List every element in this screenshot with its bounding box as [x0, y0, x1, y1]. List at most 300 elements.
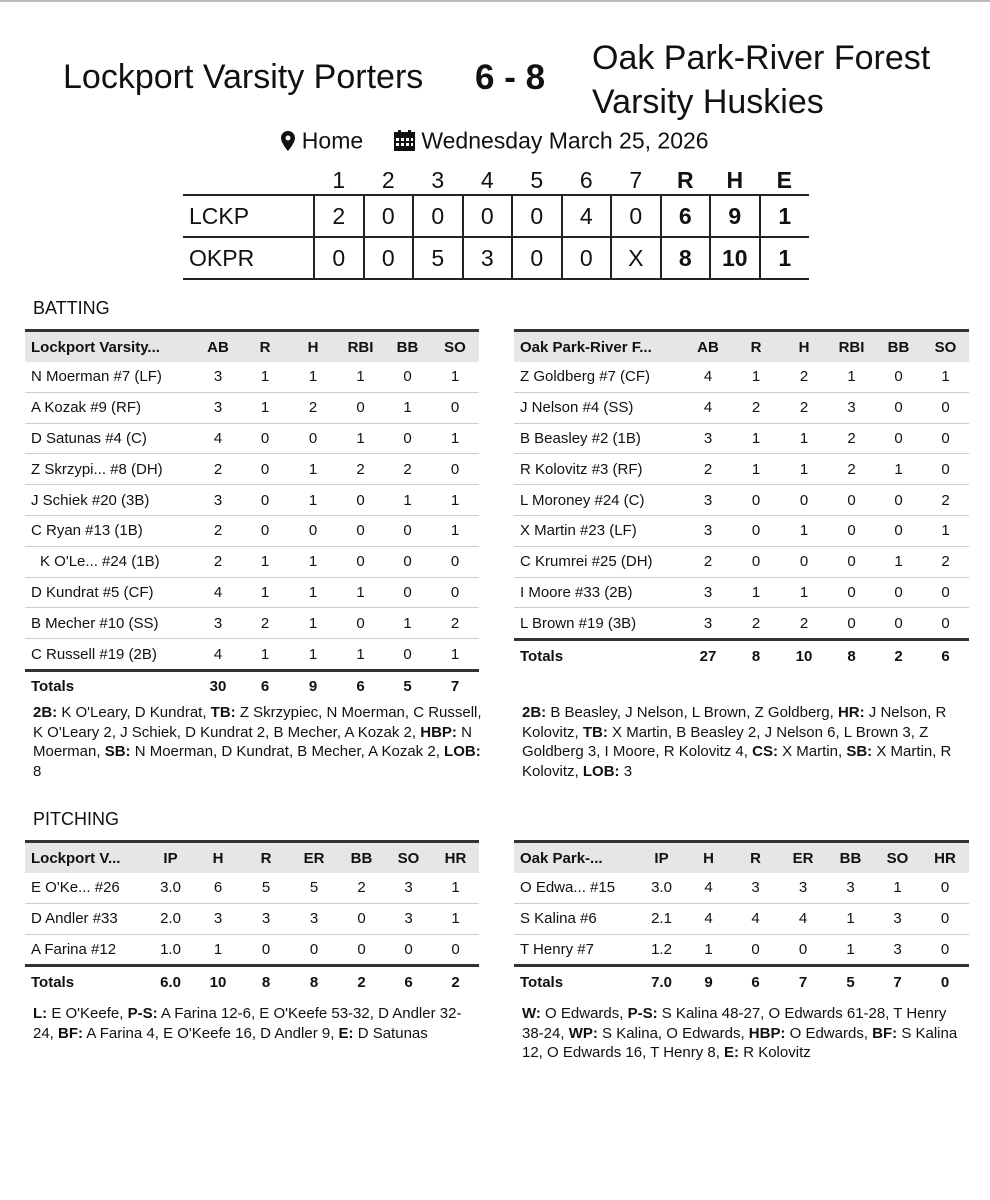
home-pitching-stat-cell: 3	[874, 903, 921, 934]
home-pitching-stat-cell: 4	[732, 903, 779, 934]
home-batting-row	[514, 362, 969, 392]
home-pitching-stat-cell: 0	[779, 934, 827, 966]
away-batting-stat-cell: 3	[195, 485, 241, 516]
home-team-name-line1: Oak Park-River Forest	[592, 39, 931, 77]
home-batting-stat-cell: 1	[875, 454, 922, 485]
away-batting-player-name: C Ryan #13 (1B)	[25, 515, 195, 546]
home-batting-stat-cell: 0	[922, 577, 969, 608]
away-pitching-note-value: A Farina 4, E O'Keefe 16, D Andler 9,	[83, 1024, 339, 1042]
away-batting-stat-cell: 0	[241, 454, 289, 485]
home-pitching-note-value: O Edwards,	[785, 1024, 873, 1042]
home-pitching-note-value: S Kalina 12, O Edwards 16, T Henry 8,	[522, 1024, 958, 1061]
home-batting-header-row	[514, 331, 969, 363]
home-batting-totals-label: Totals	[514, 640, 684, 671]
linescore-header-cell: 4	[480, 166, 494, 193]
home-batting-stat-cell: 2	[780, 392, 828, 423]
away-batting-stat-cell: 0	[384, 546, 431, 577]
home-batting-stat-cell: 0	[828, 577, 875, 608]
away-batting-stat-cell: 0	[431, 577, 479, 608]
home-pitching-stat-cell: 3	[827, 873, 874, 903]
home-batting-stat-cell: 0	[875, 423, 922, 454]
linescore-header-cell: E	[776, 166, 792, 193]
game-meta	[0, 126, 990, 154]
linescore-header-cell: 5	[530, 166, 544, 193]
home-pitching-row	[514, 903, 969, 934]
home-batting-stat-cell: 3	[684, 485, 732, 516]
home-batting-stat-cell: 1	[732, 362, 780, 392]
home-pitching-row	[514, 934, 969, 966]
home-pitching-totals-cell: 7	[874, 966, 921, 997]
away-batting-player-name: B Mecher #10 (SS)	[25, 608, 195, 639]
away-batting-note-value: N Moerman, D Kundrat, B Mecher, A Kozak 2,	[130, 743, 445, 760]
linescore-r-cell: 6	[661, 195, 711, 237]
home-batting-stat-cell: 0	[780, 485, 828, 516]
away-pitching-column-header: IP	[163, 849, 178, 867]
away-batting-totals-row	[25, 670, 479, 701]
away-pitching-player-name: E O'Ke... #26	[25, 873, 147, 903]
away-batting-stat-cell: 0	[241, 485, 289, 516]
away-pitching-stat-cell: 3.0	[147, 873, 194, 903]
away-batting-player-name: C Russell #19 (2B)	[25, 639, 195, 671]
linescore-header-cell: 6	[579, 166, 593, 193]
home-pitching-totals-row	[514, 966, 969, 997]
linescore-header-cell: H	[726, 166, 744, 193]
away-batting-stat-cell: 2	[289, 392, 337, 423]
home-pitching-column-header: BB	[839, 849, 862, 867]
away-batting-stat-cell: 2	[384, 454, 431, 485]
home-batting-stat-cell: 2	[780, 362, 828, 392]
home-batting-stat-cell: 0	[875, 577, 922, 608]
home-pitching-stat-cell: 4	[685, 873, 732, 903]
away-pitching-row	[25, 934, 479, 966]
away-batting-stat-cell: 0	[384, 639, 431, 671]
linescore-inning-cell: 0	[413, 195, 463, 237]
home-batting-totals-cell: 2	[875, 640, 922, 671]
home-batting-stat-cell: 3	[684, 515, 732, 546]
away-batting-totals-cell: 30	[195, 670, 241, 701]
home-batting-stat-cell: 1	[780, 454, 828, 485]
away-pitching-stat-cell: 1	[432, 873, 479, 903]
away-pitching-row	[25, 873, 479, 903]
away-pitching-stat-cell: 1.0	[147, 934, 194, 966]
away-pitching-stat-cell: 0	[338, 903, 385, 934]
away-pitching-stat-cell: 1	[194, 934, 242, 966]
home-batting-stat-cell: 4	[684, 392, 732, 423]
home-batting-stat-cell: 0	[732, 485, 780, 516]
away-pitching-column-header: ER	[303, 849, 325, 867]
home-pitching-note-key: WP:	[568, 1024, 598, 1042]
home-pitching-stat-cell: 0	[921, 903, 969, 934]
away-batting-stat-cell: 1	[241, 639, 289, 671]
linescore-h-cell: 9	[710, 195, 760, 237]
away-batting-stat-cell: 4	[195, 577, 241, 608]
home-pitching-player-name: T Henry #7	[514, 934, 638, 966]
away-pitching-team-header: Lockport V...	[31, 849, 121, 867]
home-batting-note-value: 3	[619, 762, 633, 780]
away-batting-stat-cell: 1	[431, 362, 479, 392]
home-pitching-totals-cell: 5	[827, 966, 874, 997]
home-pitching-stat-cell: 3.0	[638, 873, 685, 903]
away-batting-stat-cell: 1	[337, 577, 384, 608]
home-batting-row	[514, 546, 969, 577]
home-pitching-table	[514, 840, 969, 997]
home-batting-stat-cell: 2	[684, 546, 732, 577]
home-batting-stat-cell: 2	[922, 485, 969, 516]
away-batting-stat-cell: 1	[289, 577, 337, 608]
home-batting-column-header: SO	[934, 338, 957, 356]
home-pitching-header-row	[514, 842, 969, 874]
home-batting-row	[514, 392, 969, 423]
final-score: 6 - 8	[475, 58, 546, 97]
away-pitching-stat-cell: 2	[338, 873, 385, 903]
away-batting-row	[25, 485, 479, 516]
away-batting-stat-cell: 0	[289, 515, 337, 546]
home-batting-stat-cell: 3	[684, 423, 732, 454]
away-batting-row	[25, 515, 479, 546]
home-batting-stat-cell: 0	[828, 608, 875, 640]
home-batting-totals-row	[514, 640, 969, 671]
home-pitching-column-header: HR	[934, 849, 956, 867]
away-batting-stat-cell: 0	[337, 485, 384, 516]
home-batting-stat-cell: 4	[684, 362, 732, 392]
home-batting-totals-cell: 27	[684, 640, 732, 671]
away-pitching-stat-cell: 0	[242, 934, 290, 966]
linescore-header-cell: 7	[629, 166, 643, 193]
linescore-inning-cell: 0	[562, 237, 612, 279]
away-pitching-note-value: A Farina 12-6, E O'Keefe 53-32, D Andler 32-24,	[33, 1005, 462, 1042]
away-pitching-stat-cell: 0	[290, 934, 338, 966]
away-batting-stat-cell: 1	[241, 546, 289, 577]
away-batting-totals-cell: 7	[431, 670, 479, 701]
away-pitching-column-header: R	[260, 849, 272, 867]
home-batting-player-name: I Moore #33 (2B)	[514, 577, 684, 608]
away-batting-totals-cell: 6	[337, 670, 384, 701]
home-pitching-note-value: S Kalina, O Edwards,	[597, 1024, 749, 1042]
away-batting-stat-cell: 3	[195, 362, 241, 392]
home-batting-note-key: HR:	[837, 704, 865, 721]
home-batting-totals-cell: 10	[780, 640, 828, 671]
away-batting-stat-cell: 0	[337, 515, 384, 546]
home-batting-player-name: B Beasley #2 (1B)	[514, 423, 684, 454]
home-batting-stat-cell: 2	[684, 454, 732, 485]
home-batting-notes	[522, 703, 970, 781]
away-batting-team-header: Lockport Varsity...	[31, 338, 160, 356]
home-pitching-column-header: H	[703, 849, 714, 867]
home-pitching-note-key: W:	[522, 1005, 541, 1022]
away-batting-column-header: SO	[444, 338, 466, 356]
away-pitching-stat-cell: 2.0	[147, 903, 194, 934]
linescore-e-cell: 1	[760, 237, 810, 279]
away-pitching-stat-cell: 0	[338, 934, 385, 966]
home-batting-column-header: R	[750, 338, 762, 356]
home-batting-stat-cell: 0	[875, 392, 922, 423]
away-batting-row	[25, 423, 479, 454]
away-pitching-stat-cell: 3	[242, 903, 290, 934]
home-pitching-row	[514, 873, 969, 903]
home-batting-stat-cell: 2	[828, 423, 875, 454]
away-batting-stat-cell: 2	[195, 515, 241, 546]
away-batting-stat-cell: 2	[195, 546, 241, 577]
away-pitching-totals-cell: 2	[338, 966, 385, 997]
away-batting-stat-cell: 1	[289, 608, 337, 639]
home-batting-note-key: SB:	[846, 743, 873, 760]
home-batting-stat-cell: 3	[684, 577, 732, 608]
away-batting-stat-cell: 4	[195, 639, 241, 671]
away-batting-stat-cell: 1	[337, 423, 384, 454]
away-batting-stat-cell: 1	[384, 392, 431, 423]
away-pitching-stat-cell: 3	[385, 903, 432, 934]
away-batting-stat-cell: 1	[337, 639, 384, 671]
home-batting-note-value: J Nelson, R Kolovitz,	[522, 704, 947, 741]
away-batting-player-name: N Moerman #7 (LF)	[25, 362, 195, 392]
home-batting-stat-cell: 0	[828, 485, 875, 516]
away-batting-note-value: Z Skrzypiec, N Moerman, C Russell, K O'Leary 2, J Schiek, D Kundrat 2, B Mecher, A Kozak 2,	[33, 704, 482, 741]
home-pitching-stat-cell: 4	[685, 903, 732, 934]
linescore-h-cell: 10	[710, 237, 760, 279]
home-pitching-stat-cell: 4	[779, 903, 827, 934]
away-batting-player-name: K O'Le... #24 (1B)	[25, 546, 195, 577]
away-batting-totals-cell: 6	[241, 670, 289, 701]
home-pitching-column-header: ER	[792, 849, 814, 867]
away-pitching-player-name: A Farina #12	[25, 934, 147, 966]
home-batting-column-header: AB	[697, 338, 719, 356]
away-pitching-stat-cell: 0	[385, 934, 432, 966]
home-batting-note-key: LOB:	[582, 762, 620, 780]
home-pitching-note-key: BF:	[872, 1024, 898, 1042]
away-pitching-stat-cell: 3	[194, 903, 242, 934]
away-batting-header-row	[25, 331, 479, 363]
away-batting-note-key: 2B:	[33, 704, 58, 721]
home-pitching-stat-cell: 1	[685, 934, 732, 966]
top-divider	[0, 0, 990, 2]
map-pin-icon	[281, 131, 295, 151]
away-pitching-note-key: BF:	[58, 1024, 84, 1042]
home-pitching-stat-cell: 1	[827, 934, 874, 966]
home-pitching-totals-cell: 7	[779, 966, 827, 997]
home-pitching-column-header: R	[750, 849, 761, 867]
away-batting-stat-cell: 0	[431, 392, 479, 423]
batting-section-title: BATTING	[33, 298, 110, 318]
home-team-name	[592, 36, 930, 124]
home-pitching-totals-cell: 9	[685, 966, 732, 997]
away-pitching-stat-cell: 5	[290, 873, 338, 903]
away-pitching-column-header: HR	[444, 849, 467, 867]
home-batting-player-name: X Martin #23 (LF)	[514, 515, 684, 546]
home-batting-row	[514, 485, 969, 516]
home-batting-stat-cell: 1	[780, 577, 828, 608]
home-batting-column-header: BB	[887, 338, 910, 356]
home-batting-stat-cell: 0	[732, 515, 780, 546]
away-batting-stat-cell: 0	[337, 546, 384, 577]
away-batting-stat-cell: 1	[337, 362, 384, 392]
away-batting-row	[25, 639, 479, 671]
away-batting-stat-cell: 1	[289, 454, 337, 485]
home-batting-player-name: R Kolovitz #3 (RF)	[514, 454, 684, 485]
linescore-e-cell: 1	[760, 195, 810, 237]
home-pitching-stat-cell: 3	[874, 934, 921, 966]
away-pitching-column-header: BB	[350, 849, 373, 867]
away-batting-stat-cell: 1	[384, 485, 431, 516]
away-batting-stat-cell: 2	[337, 454, 384, 485]
home-batting-stat-cell: 3	[828, 392, 875, 423]
away-batting-totals-label: Totals	[25, 670, 195, 701]
away-pitching-note-value: D Satunas	[353, 1024, 428, 1042]
away-pitching-totals-cell: 6	[385, 966, 432, 997]
home-batting-totals-cell: 8	[828, 640, 875, 671]
away-batting-stat-cell: 0	[337, 608, 384, 639]
home-pitching-notes	[522, 1004, 970, 1063]
away-batting-stat-cell: 0	[384, 362, 431, 392]
home-pitching-stat-cell: 3	[732, 873, 779, 903]
linescore-inning-cell: X	[611, 237, 661, 279]
home-batting-player-name: Z Goldberg #7 (CF)	[514, 362, 684, 392]
away-batting-stat-cell: 0	[289, 423, 337, 454]
away-batting-row	[25, 392, 479, 423]
linescore-team: OKPR	[189, 244, 255, 271]
home-batting-stat-cell: 0	[875, 485, 922, 516]
away-pitching-notes	[33, 1004, 473, 1043]
away-pitching-totals-label: Totals	[25, 966, 147, 997]
home-batting-totals-cell: 8	[732, 640, 780, 671]
home-batting-stat-cell: 0	[922, 423, 969, 454]
home-pitching-totals-cell: 6	[732, 966, 779, 997]
home-pitching-note-value: S Kalina 48-27, O Edwards 61-28, T Henry 38-24,	[522, 1005, 947, 1042]
away-batting-stat-cell: 1	[241, 392, 289, 423]
home-pitching-note-value: O Edwards,	[540, 1005, 628, 1022]
home-batting-stat-cell: 0	[922, 608, 969, 640]
home-batting-stat-cell: 0	[922, 454, 969, 485]
linescore-row	[183, 237, 809, 279]
away-pitching-stat-cell: 0	[432, 934, 479, 966]
home-batting-stat-cell: 2	[922, 546, 969, 577]
home-batting-row	[514, 454, 969, 485]
home-pitching-player-name: S Kalina #6	[514, 903, 638, 934]
home-batting-stat-cell: 1	[922, 362, 969, 392]
away-batting-notes	[33, 703, 488, 781]
away-batting-note-key: HBP:	[420, 723, 457, 741]
away-batting-player-name: Z Skrzypi... #8 (DH)	[25, 454, 195, 485]
linescore-corner	[183, 166, 314, 195]
away-batting-note-value: K O'Leary, D Kundrat,	[57, 704, 211, 721]
away-batting-player-name: A Kozak #9 (RF)	[25, 392, 195, 423]
away-pitching-totals-cell: 10	[194, 966, 242, 997]
away-batting-stat-cell: 3	[195, 392, 241, 423]
away-pitching-stat-cell: 5	[242, 873, 290, 903]
away-pitching-column-header: H	[212, 849, 224, 867]
away-pitching-note-value: E O'Keefe,	[47, 1005, 128, 1022]
away-batting-stat-cell: 0	[431, 454, 479, 485]
away-batting-stat-cell: 1	[431, 485, 479, 516]
away-batting-totals-cell: 9	[289, 670, 337, 701]
away-batting-note-key: LOB:	[444, 743, 481, 760]
linescore-r-cell: 8	[661, 237, 711, 279]
home-pitching-column-header: IP	[654, 849, 669, 867]
linescore-table	[183, 166, 809, 280]
home-team-name-line2: Varsity Huskies	[592, 83, 824, 121]
home-pitching-team-header: Oak Park-...	[520, 849, 603, 867]
linescore-inning-cell: 4	[562, 195, 612, 237]
home-batting-stat-cell: 0	[922, 392, 969, 423]
away-pitching-note-key: L:	[33, 1005, 48, 1022]
away-batting-row	[25, 608, 479, 639]
away-batting-stat-cell: 2	[431, 608, 479, 639]
home-pitching-column-header: SO	[886, 849, 909, 867]
home-pitching-stat-cell: 3	[779, 873, 827, 903]
home-batting-stat-cell: 1	[875, 546, 922, 577]
home-batting-stat-cell: 1	[732, 454, 780, 485]
home-pitching-note-key: HBP:	[748, 1024, 786, 1042]
away-batting-column-header: R	[259, 338, 271, 356]
home-pitching-totals-cell: 0	[921, 966, 969, 997]
away-pitching-player-name: D Andler #33	[25, 903, 147, 934]
home-pitching-totals-label: Totals	[514, 966, 638, 997]
home-pitching-stat-cell: 1	[827, 903, 874, 934]
game-header	[0, 30, 990, 120]
away-batting-stat-cell: 1	[241, 362, 289, 392]
away-pitching-totals-cell: 6.0	[147, 966, 194, 997]
away-batting-stat-cell: 1	[289, 485, 337, 516]
home-batting-column-header: RBI	[838, 338, 865, 356]
home-batting-note-value: X Martin, B Beasley 2, J Nelson 6, L Brown 3, Z Goldberg 3, I Moore, R Kolovitz 4,	[522, 723, 929, 760]
home-pitching-note-key: E:	[724, 1044, 740, 1061]
home-batting-stat-cell: 0	[828, 515, 875, 546]
calendar-icon	[394, 130, 415, 151]
away-batting-column-header: AB	[207, 338, 229, 356]
home-pitching-note-value: R Kolovitz	[739, 1044, 811, 1061]
away-batting-stat-cell: 2	[195, 454, 241, 485]
away-batting-stat-cell: 0	[384, 423, 431, 454]
home-pitching-stat-cell: 2.1	[638, 903, 685, 934]
home-batting-stat-cell: 2	[780, 608, 828, 640]
home-batting-stat-cell: 1	[780, 515, 828, 546]
home-batting-stat-cell: 1	[828, 362, 875, 392]
linescore-team: LCKP	[189, 202, 250, 229]
away-pitching-header-row	[25, 842, 479, 874]
home-pitching-note-key: P-S:	[627, 1005, 658, 1022]
away-pitching-totals-cell: 8	[242, 966, 290, 997]
game-date: Wednesday March 25, 2026	[421, 127, 709, 154]
away-pitching-table	[25, 840, 479, 997]
away-batting-player-name: D Satunas #4 (C)	[25, 423, 195, 454]
home-batting-totals-cell: 6	[922, 640, 969, 671]
away-batting-player-name: J Schiek #20 (3B)	[25, 485, 195, 516]
away-batting-note-key: SB:	[104, 743, 131, 760]
home-pitching-stat-cell: 0	[921, 873, 969, 903]
home-batting-stat-cell: 0	[732, 546, 780, 577]
away-batting-row	[25, 454, 479, 485]
linescore-header-cell: R	[676, 166, 694, 193]
linescore-inning-cell: 0	[364, 195, 414, 237]
home-batting-stat-cell: 1	[732, 577, 780, 608]
home-batting-player-name: L Moroney #24 (C)	[514, 485, 684, 516]
away-batting-stat-cell: 0	[241, 423, 289, 454]
linescore-header-cell: 1	[332, 166, 346, 193]
away-batting-stat-cell: 1	[431, 639, 479, 671]
home-batting-stat-cell: 3	[684, 608, 732, 640]
linescore-inning-cell: 0	[314, 237, 364, 279]
away-batting-column-header: RBI	[347, 338, 374, 356]
away-batting-stat-cell: 4	[195, 423, 241, 454]
away-pitching-note-key: E:	[338, 1024, 354, 1042]
away-batting-stat-cell: 0	[337, 392, 384, 423]
home-batting-stat-cell: 0	[828, 546, 875, 577]
home-batting-stat-cell: 2	[732, 392, 780, 423]
home-batting-note-key: TB:	[582, 723, 608, 741]
home-pitching-stat-cell: 1.2	[638, 934, 685, 966]
home-batting-stat-cell: 0	[875, 608, 922, 640]
away-pitching-stat-cell: 6	[194, 873, 242, 903]
home-batting-team-header: Oak Park-River F...	[520, 338, 652, 356]
